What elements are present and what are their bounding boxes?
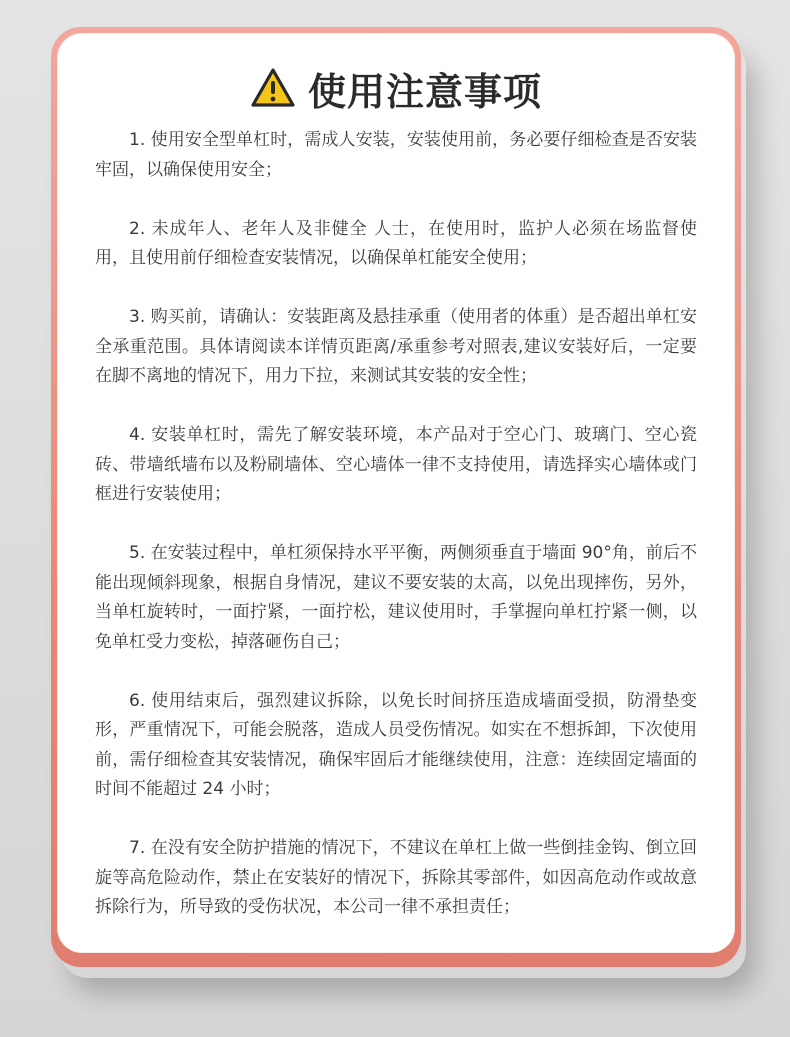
notice-card-frame xyxy=(51,27,741,967)
notice-item-7: 7. 在没有安全防护措施的情况下，不建议在单杠上做一些倒挂金钩、倒立回旋等高危险动作，禁止在安装好的情况下，拆除其零部件，如因高危动作或故意拆除行为，所导致的受伤状况，本公司一律不承担责任； xyxy=(95,838,697,917)
notice-item-1: 1. 使用安全型单杠时，需成人安装，安装使用前，务必要仔细检查是否安装牢固，以确保使用安全； xyxy=(95,130,697,180)
warning-icon xyxy=(250,67,296,109)
page-title: 使用注意事项 xyxy=(307,69,542,114)
title-row xyxy=(57,63,735,113)
notice-item-6: 6. 使用结束后，强烈建议拆除，以免长时间挤压造成墙面受损，防滑垫变形，严重情况下，可能会脱落，造成人员受伤情况。如实在不想拆卸，下次使用前，需仔细检查其安装情况，确保牢固后才能继续使用，注意：连续固定墙面的时间不能超过 24 小时； xyxy=(95,690,697,799)
notice-item-3: 3. 购买前，请确认：安装距离及悬挂承重（使用者的体重）是否超出单杠安全承重范围。具体请阅读本详情页距离/承重参考对照表,建议安装好后，一定要在脚不离地的情况下，用力下拉，来测试其安装的安全性； xyxy=(95,307,697,386)
notice-item-4: 4. 安装单杠时，需先了解安装环境，本产品对于空心门、玻璃门、空心瓷砖、带墙纸墙布以及粉刷墙体、空心墙体一律不支持使用，请选择实心墙体或门框进行安装使用； xyxy=(95,425,697,504)
notice-list xyxy=(95,126,697,923)
notice-card xyxy=(57,33,735,953)
notice-item-5: 5. 在安装过程中，单杠须保持水平平衡，两侧须垂直于墙面 90°角，前后不能出现倾斜现象，根据自身情况，建议不要安装的太高，以免出现摔伤，另外，当单杠旋转时，一面拧紧，一面拧松，建议使用时，手掌握向单杠拧紧一侧，以免单杠受力变松，掉落砸伤自己； xyxy=(95,543,697,652)
notice-item-2: 2. 未成年人、老年人及非健全 人士，在使用时，监护人必须在场监督使用，且使用前仔细检查安装情况，以确保单杠能安全使用； xyxy=(95,218,697,268)
